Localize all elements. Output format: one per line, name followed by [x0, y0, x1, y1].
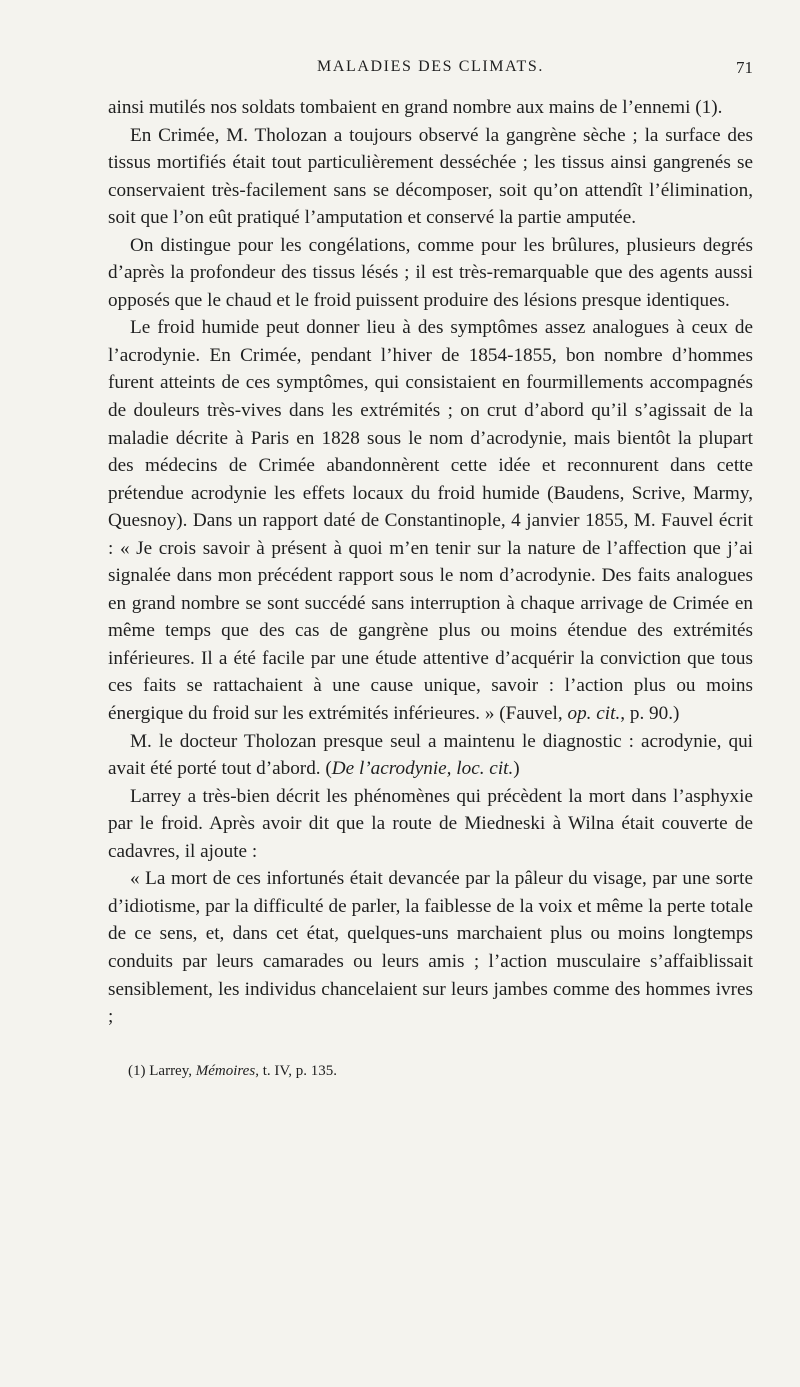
quotation-paragraph: « La mort de ces infortunés était devancée par la pâleur du visage, par une sorte d’idiotisme, par la difficulté de parler, la faiblesse de la voix et même la perte totale de ce sens, et, dans cet état, quelques-uns marchaient plus ou moins longtemps conduits par leurs camarades ou leurs amis ; l’action musculaire s’affaiblissait sensiblement, les individus chancelaient sur leurs jambes comme des hommes ivres ; — [108, 868, 753, 1028]
citation: op. cit. — [567, 703, 621, 725]
paragraph: On distingue pour les congélations, comme pour les brûlures, plusieurs degrés d’après la profondeur des tissus lésés ; il est très-remarquable que des agents aussi opposés que le chaud et le froid puissent produire des lésions presque identiques. — [108, 234, 753, 311]
citation: De l’acrodynie, loc. cit. — [331, 758, 514, 780]
paragraph: M. le docteur Tholozan presque seul a maintenu le diagnostic : acrodynie, qui avait été porté tout d’abord. (De l’acrodynie, loc. cit.) — [108, 730, 753, 780]
paragraph: Larrey a très-bien décrit les phénomènes qui précèdent la mort dans l’asphyxie par le froid. Après avoir dit que la route de Miedneski à Wilna était couverte de cadavres, il ajoute : — [108, 785, 753, 862]
book-page — [108, 58, 753, 1081]
page-header — [108, 58, 753, 84]
body-text — [108, 94, 753, 1031]
footnote — [108, 1061, 753, 1081]
page-number: 71 — [736, 58, 753, 77]
footnote-title: Mémoires — [195, 1062, 256, 1079]
footnote-ref: , t. IV, p. 135. — [255, 1062, 337, 1079]
paragraph: En Crimée, M. Tholozan a toujours observé la gangrène sèche ; la surface des tissus mortifiés était tout particulièrement desséchée ; les tissus ainsi gangrenés se conservaient très-facilement sans se décomposer, soit qu’on attendît l’élimination, soit que l’on eût pratiqué l’amputation et conservé la partie amputée. — [108, 124, 753, 229]
footnote-marker: (1) — [128, 1062, 146, 1079]
paragraph: ainsi mutilés nos soldats tombaient en grand nombre aux mains de l’ennemi (1). — [108, 97, 723, 118]
footnote-author: Larrey, — [149, 1062, 192, 1079]
running-head: MALADIES DES CLIMATS. — [317, 58, 544, 75]
paragraph: Le froid humide peut donner lieu à des symptômes assez analogues à ceux de l’acrodynie. En Crimée, pendant l’hiver de 1854-1855, bon nombre d’hommes furent atteints de ces symptômes, qui consistaient en fourmillements accompagnés de douleurs très-vives dans les extrémités ; on crut d’abord qu’il s’agissait de la maladie décrite à Paris en 1828 sous le nom d’acrodynie, mais bientôt la plupart des médecins de Crimée abandonnèrent cette idée et reconnurent dans cette prétendue acrodynie les effets locaux du froid humide (Baudens, Scrive, Marmy, Quesnoy). Dans un rapport daté de Constantinople, 4 janvier 1855, M. Fauvel écrit : « Je crois savoir à présent à quoi m’en tenir sur la nature de l’affection que j’ai signalée dans mon précédent rapport sous le nom d’acrodynie. Des faits analogues en grand nombre se sont succédé sans interruption à chaque arrivage de Crimée en même temps que des cas de gangrène plus ou moins étendue des extrémités inférieures. Il a été facile par une étude attentive d’acquérir la conviction que tous ces faits se rattachaient à une cause unique, savoir : l’action plus ou moins énergique du froid sur les extrémités inférieures. » (Fauvel, op. cit., p. 90.) — [108, 317, 753, 725]
